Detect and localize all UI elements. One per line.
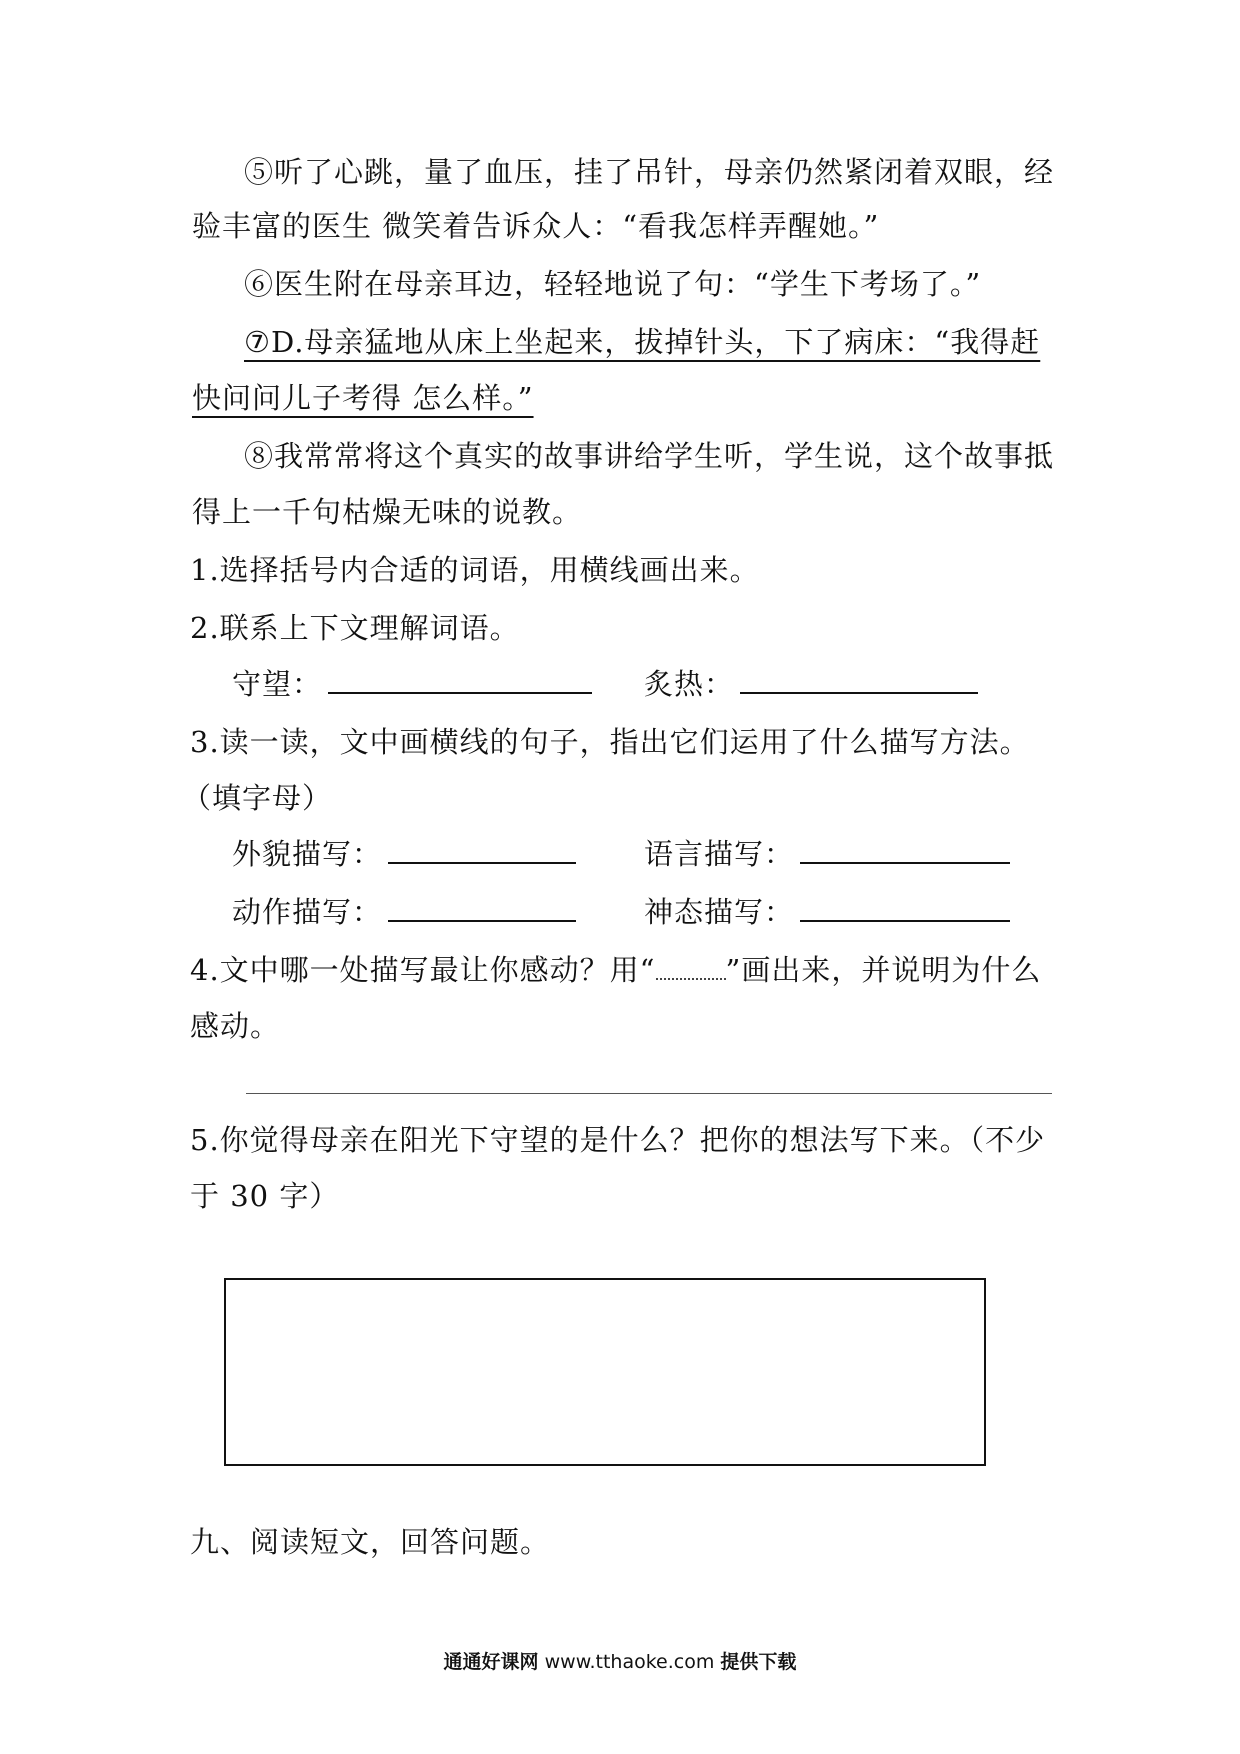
passage-paragraph-8-line-2: 得上一千句枯燥无味的说教。: [192, 495, 583, 529]
q2-word-2-label: 炙热：: [644, 667, 735, 701]
passage-paragraph-5-line-1: ⑤听了心跳，量了血压，挂了吊针，母亲仍然紧闭着双眼，经: [244, 155, 1055, 189]
question-3-line-1: 3.读一读，文中画横线的句子，指出它们运用了什么描写方法。: [190, 725, 1030, 759]
q3-option-2: [644, 834, 1010, 874]
passage-paragraph-6: ⑥医生附在母亲耳边，轻轻地说了句：“学生下考场了。”: [244, 267, 982, 301]
q2-item-2: [644, 664, 978, 704]
question-2: 2.联系上下文理解词语。: [190, 611, 520, 645]
question-3-line-2: （填字母）: [182, 781, 333, 815]
q3-option-2-label: 语言描写：: [644, 837, 795, 871]
q3-option-3: [232, 892, 576, 932]
passage-paragraph-7-line-1: ⑦D.母亲猛地从床上坐起来，拔掉针头，下了病床：“我得赶: [244, 325, 1041, 359]
q2-answer-blank-1[interactable]: [328, 666, 592, 694]
passage-paragraph-8-line-1: ⑧我常常将这个真实的故事讲给学生听，学生说，这个故事抵: [244, 439, 1055, 473]
q2-word-1-label: 守望：: [232, 667, 323, 701]
question-4-line-1: [190, 950, 1041, 990]
q4-prefix: 4.文中哪一处描写最让你感动？用“: [190, 953, 656, 987]
footer-brand: 通通好课网: [443, 1651, 539, 1673]
q3-answer-blank-1[interactable]: [388, 836, 576, 864]
q3-option-1-label: 外貌描写：: [232, 837, 383, 871]
q3-answer-blank-3[interactable]: [388, 894, 576, 922]
footer-suffix: 提供下载: [720, 1651, 797, 1673]
question-4-line-2: 感动。: [190, 1009, 281, 1043]
q3-answer-blank-4[interactable]: [800, 894, 1010, 922]
question-5-line-2: 于 30 字）: [190, 1179, 340, 1213]
section-9-title: 九、阅读短文，回答问题。: [190, 1525, 551, 1559]
q2-item-1: [232, 664, 592, 704]
question-5-line-1: 5.你觉得母亲在阳光下守望的是什么？把你的想法写下来。（不少: [190, 1123, 1046, 1157]
question-1: 1.选择括号内合适的词语，用横线画出来。: [190, 553, 760, 587]
q3-option-1: [232, 834, 576, 874]
page-footer: [0, 1647, 1240, 1674]
q3-answer-blank-2[interactable]: [800, 836, 1010, 864]
footer-url: www.tthaoke.com: [544, 1651, 715, 1673]
q3-option-3-label: 动作描写：: [232, 895, 383, 929]
q3-option-4-label: 神态描写：: [644, 895, 795, 929]
wavy-underline-sample: [656, 956, 726, 980]
q5-answer-box[interactable]: [224, 1278, 986, 1466]
q4-suffix: ”画出来，并说明为什么: [725, 953, 1042, 987]
passage-paragraph-7-line-2: 快问问儿子考得 怎么样。”: [192, 381, 534, 415]
q4-answer-line[interactable]: [246, 1093, 1052, 1094]
q3-option-4: [644, 892, 1010, 932]
q2-answer-blank-2[interactable]: [740, 666, 978, 694]
passage-paragraph-5-line-2: 验丰富的医生 微笑着告诉众人：“看我怎样弄醒她。”: [192, 209, 880, 243]
